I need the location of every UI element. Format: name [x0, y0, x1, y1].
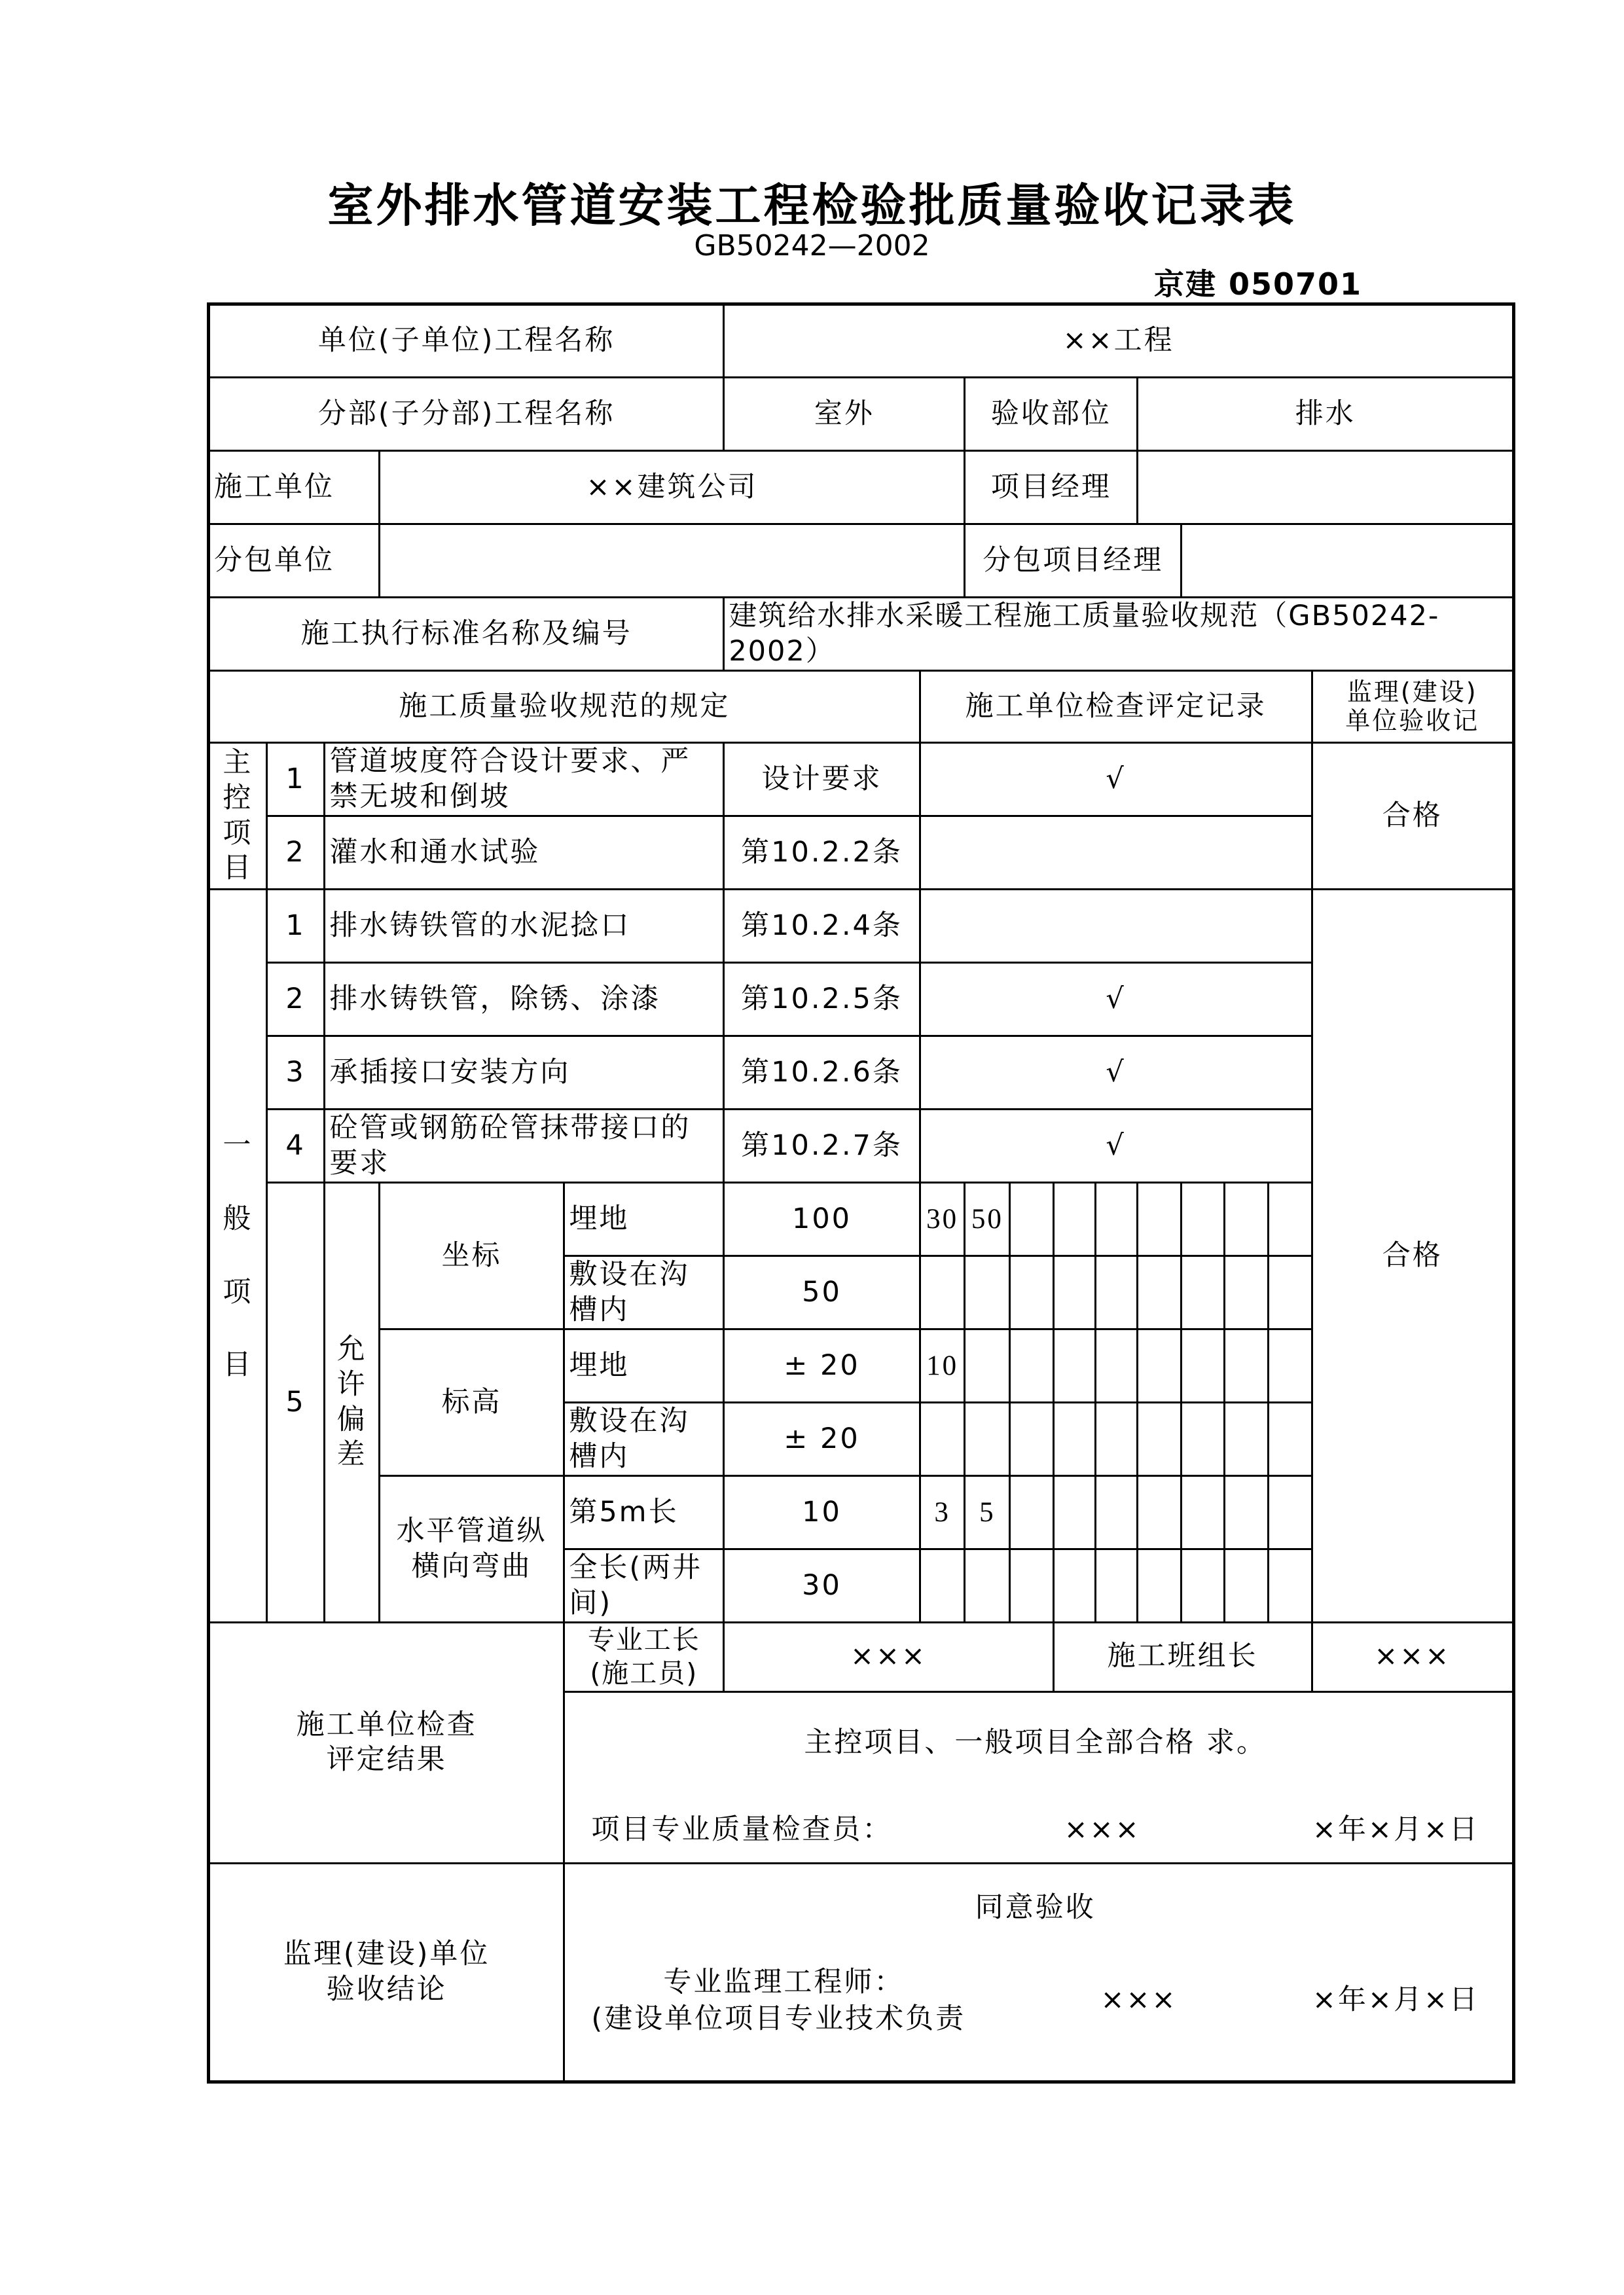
measured-value	[1268, 1549, 1312, 1623]
contractor-result-label-line1: 施工单位检查	[296, 1708, 477, 1741]
item-text: 排水铸铁管的水泥捻口	[325, 890, 724, 963]
supervisor-column-header	[1312, 671, 1514, 743]
deviation-sub-item: 敷设在沟槽内	[564, 1256, 724, 1329]
measured-value	[1181, 1549, 1225, 1623]
project-manager-value	[1138, 451, 1514, 524]
main-items-label: 主控项目	[209, 743, 267, 890]
measured-value	[1268, 1329, 1312, 1403]
item-check-mark	[920, 890, 1312, 963]
supervisor-conclusion-cell	[564, 1863, 1514, 2082]
measured-value	[1181, 1183, 1225, 1256]
measured-value	[1010, 1549, 1054, 1623]
engineer-label	[591, 1964, 965, 2038]
supervisor-result-label	[209, 1863, 564, 2082]
measured-value	[1268, 1256, 1312, 1329]
measured-value	[1053, 1183, 1095, 1256]
measured-value	[1053, 1549, 1095, 1623]
general-items-result: 合格	[1312, 890, 1514, 1623]
measured-value	[1138, 1256, 1182, 1329]
supervisor-date: ×年×月×日	[1312, 1983, 1479, 2017]
measured-value	[1225, 1256, 1269, 1329]
measured-value	[1181, 1476, 1225, 1549]
measured-value	[1225, 1329, 1269, 1403]
measured-value	[1138, 1403, 1182, 1476]
item-text: 砼管或钢筋砼管抹带接口的要求	[325, 1110, 724, 1183]
deviation-limit: 50	[724, 1256, 920, 1329]
deviation-item-number: 5	[266, 1183, 325, 1623]
measured-value: 3	[920, 1476, 965, 1549]
row-contractor	[209, 451, 1514, 524]
project-name-value: ××工程	[724, 304, 1514, 378]
division-label: 分部(子分部)工程名称	[209, 378, 724, 451]
measured-value	[1225, 1183, 1269, 1256]
measured-value	[965, 1403, 1010, 1476]
inspector-label: 项目专业质量检查员：	[591, 1813, 893, 1847]
row-subcontractor	[209, 524, 1514, 598]
contractor-result-label-line2: 评定结果	[326, 1743, 447, 1777]
division-value: 室外	[724, 378, 965, 451]
item-clause: 第10.2.6条	[724, 1036, 920, 1110]
measured-value	[965, 1256, 1010, 1329]
item-clause: 第10.2.2条	[724, 816, 920, 890]
measured-value	[1010, 1256, 1054, 1329]
measured-value	[1181, 1329, 1225, 1403]
general-item-row	[209, 890, 1514, 963]
measured-value	[1096, 1256, 1138, 1329]
inspection-date: ×年×月×日	[1312, 1813, 1479, 1847]
engineer-signature	[591, 1964, 1479, 2038]
foreman-value: ×××	[724, 1623, 1053, 1692]
item-clause: 设计要求	[724, 743, 920, 816]
measured-value	[1138, 1329, 1182, 1403]
item-clause: 第10.2.4条	[724, 890, 920, 963]
deviation-limit: ± 20	[724, 1329, 920, 1403]
measured-value	[1268, 1476, 1312, 1549]
acceptance-part-value: 排水	[1138, 378, 1514, 451]
measured-value	[965, 1549, 1010, 1623]
measured-value	[1053, 1329, 1095, 1403]
sub-pm-label: 分包项目经理	[965, 524, 1181, 598]
item-text: 排水铸铁管，除锈、涂漆	[325, 963, 724, 1036]
item-number: 2	[266, 816, 325, 890]
deviation-sub-item: 埋地	[564, 1183, 724, 1256]
foreman-label: 专业工长(施工员)	[564, 1623, 724, 1692]
row-project-name	[209, 304, 1514, 378]
item-check-mark: √	[920, 743, 1312, 816]
engineer-label-line1: 专业监理工程师：	[663, 1966, 905, 1999]
measured-value	[920, 1256, 965, 1329]
item-number: 3	[266, 1036, 325, 1110]
form-title: 室外排水管道安装工程检验批质量验收记录表	[327, 179, 1297, 232]
item-clause: 第10.2.7条	[724, 1110, 920, 1183]
inspector-value: ×××	[1064, 1813, 1141, 1847]
item-number: 1	[266, 743, 325, 816]
project-name-label: 单位(子单位)工程名称	[209, 304, 724, 378]
main-item-row	[209, 743, 1514, 816]
row-column-header	[209, 671, 1514, 743]
measured-value	[1181, 1403, 1225, 1476]
item-check-mark: √	[920, 963, 1312, 1036]
measured-value: 5	[965, 1476, 1010, 1549]
item-number: 4	[266, 1110, 325, 1183]
item-text: 管道坡度符合设计要求、严禁无坡和倒坡	[325, 743, 724, 816]
standard-value: 建筑给水排水采暖工程施工质量验收规范（GB50242-2002）	[724, 598, 1514, 671]
measured-value	[1225, 1403, 1269, 1476]
item-check-mark: √	[920, 1110, 1312, 1183]
check-record-column-header: 施工单位检查评定记录	[920, 671, 1312, 743]
row-contractor-signatures	[209, 1623, 1514, 1692]
inspector-signature	[591, 1813, 1479, 1848]
main-items-result: 合格	[1312, 743, 1514, 890]
item-text: 灌水和通水试验	[325, 816, 724, 890]
contractor-label: 施工单位	[209, 451, 380, 524]
row-supervisor-conclusion	[209, 1863, 1514, 2082]
acceptance-part-label: 验收部位	[965, 378, 1138, 451]
contractor-result-label	[209, 1623, 564, 1864]
measured-value	[1181, 1256, 1225, 1329]
measured-value	[1268, 1403, 1312, 1476]
measured-value	[1225, 1549, 1269, 1623]
supervisor-result-label-line1: 监理(建设)单位	[283, 1937, 490, 1970]
deviation-group-name: 坐标	[379, 1183, 564, 1329]
subcontractor-label: 分包单位	[209, 524, 380, 598]
deviation-limit: 100	[724, 1183, 920, 1256]
form-code: 京建 050701	[1153, 266, 1362, 302]
measured-value	[1225, 1476, 1269, 1549]
supervisor-result-label-line2: 验收结论	[326, 1972, 447, 2006]
measured-value	[965, 1329, 1010, 1403]
measured-value	[1096, 1403, 1138, 1476]
row-standard	[209, 598, 1514, 671]
measured-value	[1010, 1183, 1054, 1256]
team-leader-label: 施工班组长	[1053, 1623, 1312, 1692]
measured-value	[1053, 1476, 1095, 1549]
measured-value	[1010, 1403, 1054, 1476]
measured-value: 50	[965, 1183, 1010, 1256]
subcontractor-value	[379, 524, 965, 598]
deviation-sub-item: 第5m长	[564, 1476, 724, 1549]
item-number: 2	[266, 963, 325, 1036]
deviation-sub-item: 敷设在沟槽内	[564, 1403, 724, 1476]
deviation-group-name: 水平管道纵横向弯曲	[379, 1476, 564, 1623]
measured-value	[1053, 1403, 1095, 1476]
measured-value	[1096, 1549, 1138, 1623]
measured-value	[1010, 1329, 1054, 1403]
measured-value	[1138, 1476, 1182, 1549]
measured-value	[1138, 1549, 1182, 1623]
measured-value	[1268, 1183, 1312, 1256]
deviation-limit: ± 20	[724, 1403, 920, 1476]
item-text: 承插接口安装方向	[325, 1036, 724, 1110]
contractor-conclusion: 主控项目、一般项目全部合格 求。	[804, 1726, 1267, 1759]
measured-value: 30	[920, 1183, 965, 1256]
contractor-conclusion-cell	[564, 1691, 1514, 1863]
general-items-label: 一般项目	[209, 890, 267, 1623]
inspection-form-table	[207, 302, 1515, 2084]
deviation-limit: 10	[724, 1476, 920, 1549]
deviation-label: 允许偏差	[325, 1183, 379, 1623]
measured-value	[1096, 1476, 1138, 1549]
measured-value: 10	[920, 1329, 965, 1403]
measured-value	[1138, 1183, 1182, 1256]
engineer-label-line2: (建设单位项目专业技术负责	[591, 2002, 966, 2036]
measured-value	[1096, 1329, 1138, 1403]
deviation-group-name: 标高	[379, 1329, 564, 1476]
item-number: 1	[266, 890, 325, 963]
deviation-sub-item: 全长(两井间)	[564, 1549, 724, 1623]
item-clause: 第10.2.5条	[724, 963, 920, 1036]
deviation-sub-item: 埋地	[564, 1329, 724, 1403]
spec-column-header: 施工质量验收规范的规定	[209, 671, 920, 743]
measured-value	[1096, 1183, 1138, 1256]
measured-value	[1053, 1256, 1095, 1329]
supervisor-conclusion: 同意验收	[975, 1890, 1096, 1924]
contractor-value: ××建筑公司	[379, 451, 965, 524]
row-division	[209, 378, 1514, 451]
standard-number: GB50242—2002	[694, 229, 930, 262]
measured-value	[1010, 1476, 1054, 1549]
engineer-value: ×××	[1100, 1983, 1178, 2017]
item-check-mark: √	[920, 1036, 1312, 1110]
measured-value	[920, 1549, 965, 1623]
standard-label: 施工执行标准名称及编号	[209, 598, 724, 671]
item-check-mark	[920, 816, 1312, 890]
sub-pm-value	[1181, 524, 1513, 598]
supervisor-header-line2: 单位验收记	[1345, 706, 1480, 735]
supervisor-header-line1: 监理(建设)	[1346, 677, 1478, 706]
team-leader-value: ×××	[1312, 1623, 1514, 1692]
deviation-limit: 30	[724, 1549, 920, 1623]
measured-value	[920, 1403, 965, 1476]
project-manager-label: 项目经理	[965, 451, 1138, 524]
